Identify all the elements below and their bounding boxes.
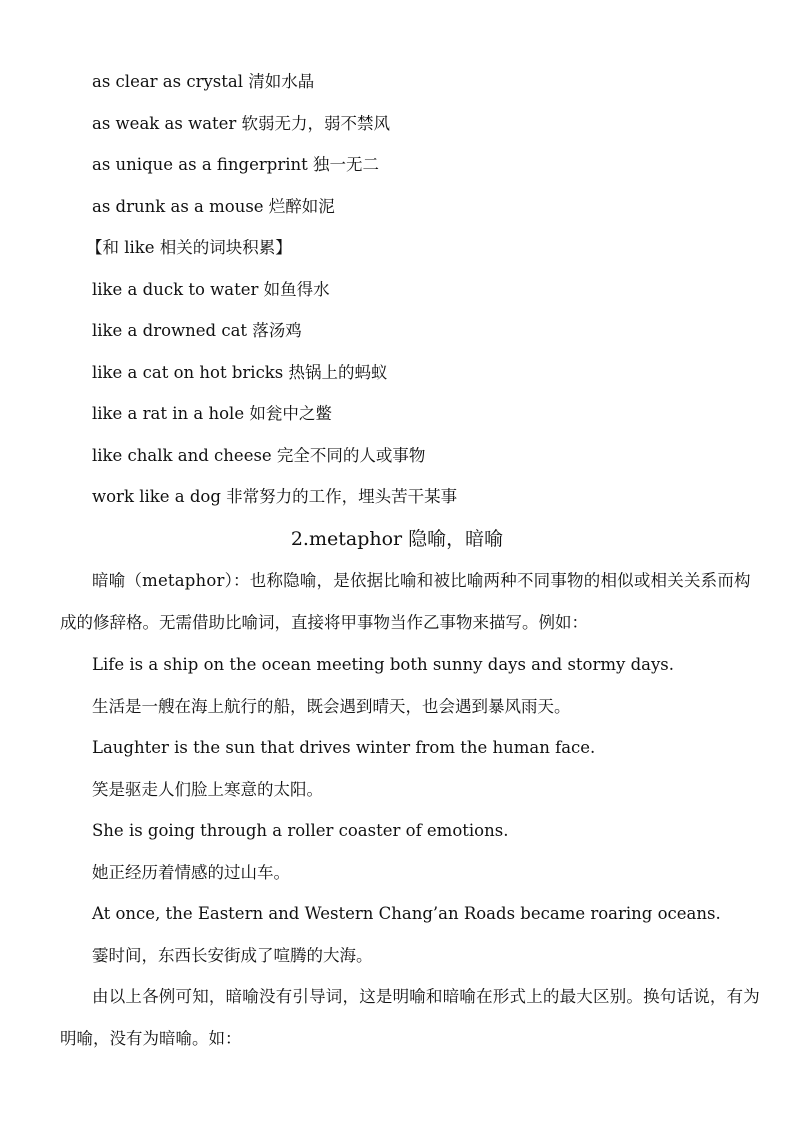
simile-as-line: as weak as water 软弱无力，弱不禁风	[92, 114, 391, 133]
simile-like-line: like chalk and cheese 完全不同的人或事物	[92, 446, 426, 465]
simile-like-line: like a rat in a hole 如瓮中之鳖	[92, 404, 332, 423]
simile-like-line: like a drowned cat 落汤鸡	[92, 321, 302, 340]
simile-as-line: as drunk as a mouse 烂醉如泥	[92, 197, 335, 216]
example-chinese: 霎时间，东西长安街成了喧腾的大海。	[92, 946, 373, 965]
metaphor-heading: 2.metaphor 隐喻，暗喻	[290, 528, 504, 550]
example-english: She is going through a roller coaster of emotions.	[92, 821, 509, 840]
example-english: Life is a ship on the ocean meeting both sunny days and stormy days.	[92, 655, 675, 674]
conclusion-line-2: 明喻，没有为暗喻。如：	[60, 1029, 242, 1048]
simile-like-line: like a duck to water 如鱼得水	[92, 280, 330, 299]
definition-line-2: 成的修辞格。无需借助比喻词，直接将甲事物当作乙事物来描写。例如：	[60, 613, 588, 632]
simile-like-line: like a cat on hot bricks 热锅上的蚂蚁	[92, 363, 388, 382]
like-section-title: 【和 like 相关的词块积累】	[86, 238, 292, 257]
example-english: At once, the Eastern and Western Chang’an Roads became roaring oceans.	[92, 904, 721, 923]
definition-line-1: 暗喻（metaphor）：也称隐喻，是依据比喻和被比喻两种不同事物的相似或相关关系而构	[92, 571, 751, 590]
simile-as-line: as clear as crystal 清如水晶	[92, 72, 315, 91]
simile-like-line: work like a dog 非常努力的工作，埋头苦干某事	[92, 487, 458, 506]
conclusion-line-1: 由以上各例可知，暗喻没有引导词，这是明喻和暗喻在形式上的最大区别。换句话说，有为	[92, 987, 760, 1006]
example-chinese: 生活是一艘在海上航行的船，既会遇到晴天，也会遇到暴风雨天。	[92, 697, 571, 716]
example-chinese: 笑是驱走人们脸上寒意的太阳。	[92, 780, 323, 799]
example-chinese: 她正经历着情感的过山车。	[92, 863, 290, 882]
example-english: Laughter is the sun that drives winter from the human face.	[92, 738, 596, 757]
simile-as-line: as unique as a fingerprint 独一无二	[92, 155, 379, 174]
